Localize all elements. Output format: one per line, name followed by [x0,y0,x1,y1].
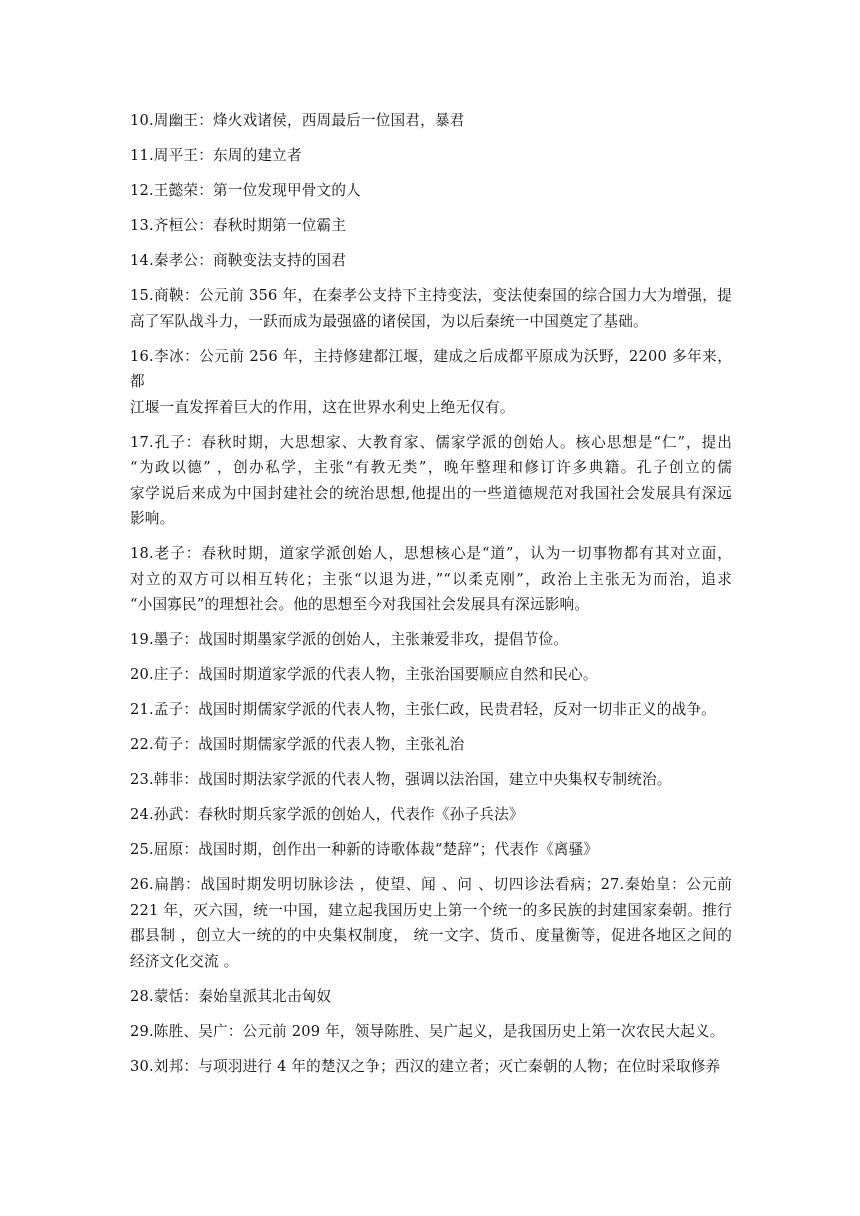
text-line: 25.屈原：战国时期，创作出一种新的诗歌体裁“楚辞”；代表作《离骚》 [130,841,599,858]
text-line: 影响。 [130,510,175,527]
text-line: 经济文化交流 。 [130,952,239,970]
paragraph [130,732,732,758]
text-line: 16.李冰：公元前 256 年，主持修建都江堰，建成之后成都平原成为沃野，2200 多年来，都 [130,347,732,390]
paragraph [130,213,732,239]
text-line: “为政以德” ，创办私学，主张“有教无类”，晚年整理和修订许多典籍。孔子创立的儒 [130,459,732,476]
paragraph [130,143,732,169]
paragraph [130,1054,732,1080]
paragraph [130,984,732,1010]
paragraph [130,178,732,204]
paragraph [130,108,732,134]
document-page [130,108,732,1089]
paragraph [130,541,732,618]
text-line: 10.周幽王：烽火戏诸侯，西周最后一位国君，暴君 [130,112,465,129]
paragraph [130,872,732,974]
text-line: 17.孔子：春秋时期，大思想家、大教育家、儒家学派的创始人。核心思想是“仁”，提出 [130,433,732,451]
text-line: 21.孟子：战国时期儒家学派的代表人物，主张仁政，民贵君轻，反对一切非正义的战争。 [130,701,716,718]
text-line: 12.王懿荣：第一位发现甲骨文的人 [130,182,361,199]
text-line: 江堰一直发挥着巨大的作用，这在世界水利史上绝无仅有。 [130,398,515,416]
paragraph [130,837,732,863]
text-line: 22.荀子：战国时期儒家学派的代表人物，主张礼治 [130,736,465,753]
text-line: 郡县制 ，创立大一统的的中央集权制度， 统一文字、货币、度量衡等，促进各地区之间的 [130,927,732,944]
text-line: 15.商鞅：公元前 356 年，在秦孝公支持下主持变法，变法使秦国的综合国力大为增强，提 [130,287,732,304]
paragraph [130,283,732,334]
paragraph [130,430,732,532]
text-line: 29.陈胜、吴广：公元前 209 年，领导陈胜、吴广起义，是我国历史上第一次农民大起义。 [130,1022,725,1040]
text-line: 高了军队战斗力，一跃而成为最强盛的诸侯国，为以后秦统一中国奠定了基础。 [130,312,648,330]
paragraph [130,697,732,723]
text-line: 30.刘邦：与项羽进行 4 年的楚汉之争；西汉的建立者；灭亡秦朝的人物；在位时采取修养 [130,1057,721,1075]
paragraph [130,627,732,653]
text-line: “小国寡民”的理想社会。他的思想至今对我国社会发展具有深远影响。 [130,596,590,613]
paragraph [130,1019,732,1045]
paragraph [130,248,732,274]
text-line: 11.周平王：东周的建立者 [130,147,302,164]
text-line: 18.老子：春秋时期，道家学派创始人，思想核心是“道”，认为一切事物都有其对立面， [130,545,732,562]
text-line: 对立的双方可以相互转化；主张“以退为进，”“以柔克刚”，政治上主张无为而治，追求 [130,570,732,588]
text-line: 13.齐桓公：春秋时期第一位霸主 [130,217,347,234]
paragraph [130,767,732,793]
text-line: 家学说后来成为中国封建社会的统治思想,他提出的一些道德规范对我国社会发展具有深远 [130,484,732,502]
text-line: 28.蒙恬：秦始皇派其北击匈奴 [130,987,332,1005]
text-line: 20.庄子：战国时期道家学派的代表人物，主张治国要顺应自然和民心。 [130,666,598,683]
text-line: 221 年，灭六国，统一中国，建立起我国历史上第一个统一的多民族的封建国家秦朝。推行 [130,901,732,919]
text-line: 24.孙武：春秋时期兵家学派的创始人，代表作《孙子兵法》 [130,806,524,823]
text-line: 26.扁鹊：战国时期发明切脉诊法 ，使望、闻 、问 、切四诊法看病；27.秦始皇：公元前 [130,876,732,893]
paragraph [130,662,732,688]
paragraph [130,344,732,421]
paragraph [130,802,732,828]
text-line: 19.墨子：战国时期墨家学派的创始人，主张兼爱非攻，提倡节俭。 [130,631,569,648]
text-line: 23.韩非：战国时期法家学派的代表人物，强调以法治国，建立中央集权专制统治。 [130,771,672,788]
text-line: 14.秦孝公：商鞅变法支持的国君 [130,252,347,269]
